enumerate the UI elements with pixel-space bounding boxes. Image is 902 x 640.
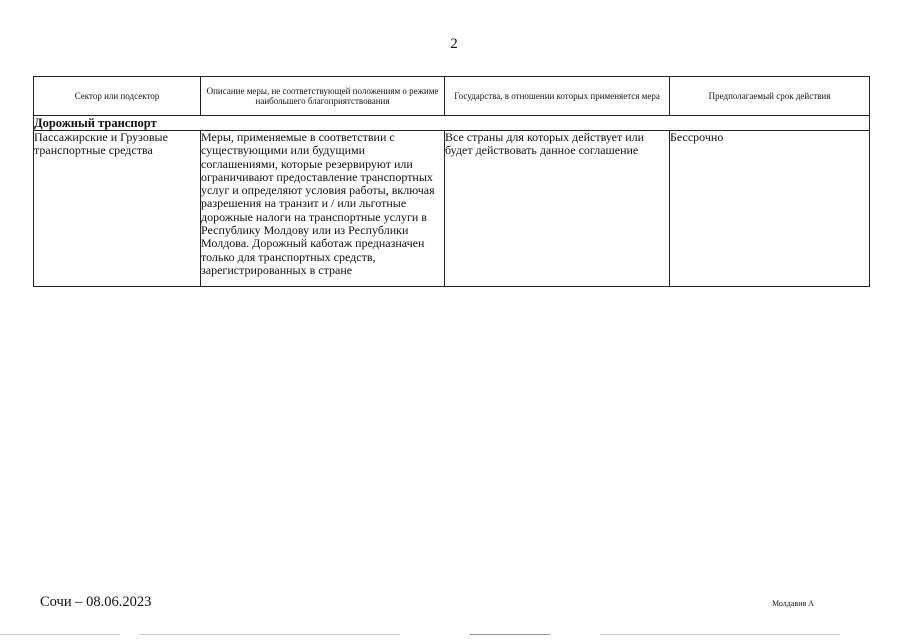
header-duration: Предполагаемый срок действия [670,77,870,116]
header-states: Государства, в отношении которых применяется мера [445,77,670,116]
header-description: Описание меры, не соответствующей положениям о режиме наибольшего благоприятствования [201,77,445,116]
page-number: 2 [450,36,458,52]
section-title: Дорожный транспорт [34,116,870,131]
table-row [34,131,870,287]
section-row [34,116,870,131]
cell-description: Меры, применяемые в соответствии с существующими или будущими соглашениями, которые резервируют или ограничивают предоставление транспортных услуг и определяют условия работы, включая разрешения на транзит и / или льготные дорожные налоги на транспортные услуги в Республику Молдову или из Республики Молдова. Дорожный каботаж предназначен только для транспортных средств, зарегистрированных в стране [201,131,445,287]
table-header-row [34,77,870,116]
measures-table [33,76,870,287]
cell-duration: Бессрочно [670,131,870,287]
scan-edge-artifact [0,634,902,640]
footer-place-date: Сочи – 08.06.2023 [40,594,152,610]
cell-sector: Пассажирские и Грузовые транспортные средства [34,131,201,287]
footer-annex: Молдавия А [772,599,814,608]
header-sector: Сектор или подсектор [34,77,201,116]
cell-states: Все страны для которых действует или будет действовать данное соглашение [445,131,670,287]
